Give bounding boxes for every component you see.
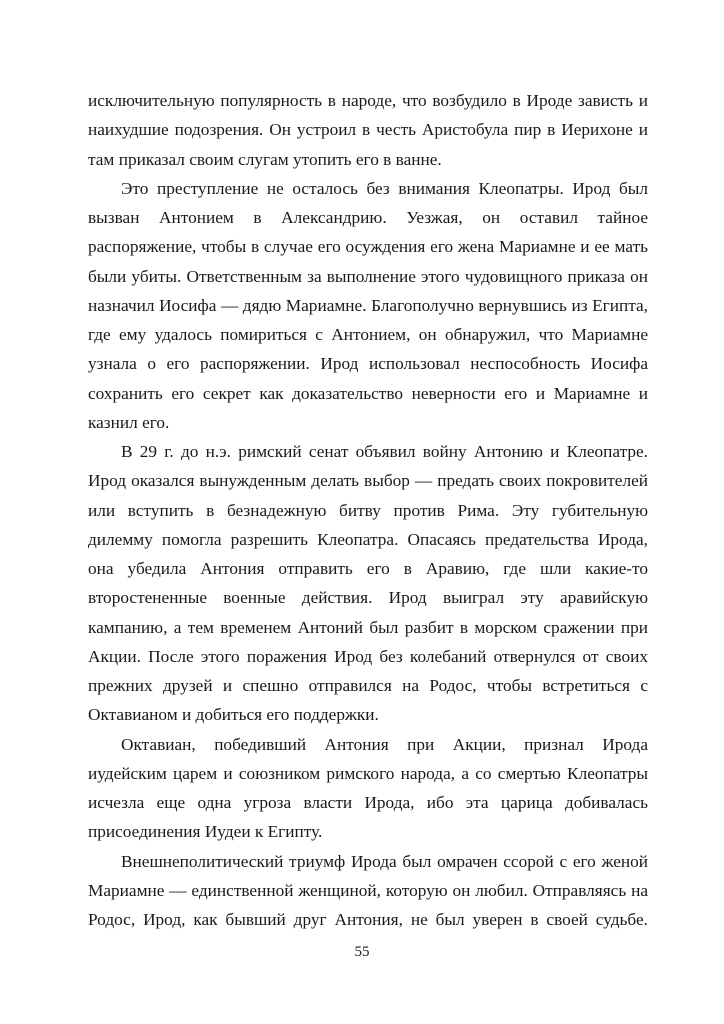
text-line: казнил его.: [88, 412, 170, 432]
text-line: кампанию, а тем временем Антоний был разбит в морском сражении при: [88, 617, 648, 637]
text-line: исключительную популярность в народе, что возбудило в Ироде зависть и: [88, 91, 648, 110]
text-line: там приказал своим слугам утопить его в ванне.: [88, 149, 442, 169]
text-line: Акции. После этого поражения Ирод без колебаний отвернулся от своих: [88, 646, 648, 666]
text-line: В 29 г. до н.э. римский сенат объявил войну Антонию и Клеопатре.: [121, 442, 648, 461]
text-line: были убиты. Ответственным за выполнение этого чудовищного приказа он: [88, 266, 648, 286]
text-line: иудейским царем и союзником римского народа, а со смертью Клеопатры: [88, 763, 648, 783]
text-line: она убедила Антония отправить его в Аравию, где шли какие-то: [88, 559, 648, 578]
text-line: Это преступление не осталось без внимания Клеопатры. Ирод был: [121, 178, 648, 198]
text-line: назначил Иосифа — дядю Мариамне. Благополучно вернувшись из Египта,: [88, 295, 648, 315]
text-line: Внешнеполитический триумф Ирода был омрачен ссорой с его женой: [121, 851, 648, 871]
text-line: где ему удалось помириться с Антонием, он обнаружил, что Мариамне: [88, 325, 648, 344]
paragraph: [88, 86, 648, 174]
page-number: 55: [354, 944, 370, 960]
text-line: Родос, Ирод, как бывший друг Антония, не был уверен в своей судьбе.: [88, 910, 648, 929]
text-line: сохранить его секрет как доказательство неверности его и Мариамне и: [88, 383, 648, 403]
paragraph: [88, 847, 648, 935]
text-line: Ирод оказался вынужденным делать выбор — предать своих покровителей: [88, 471, 648, 491]
text-line: или вступить в безнадежную битву против Рима. Эту губительную: [88, 500, 648, 520]
paragraph: [88, 437, 648, 730]
document-body: [88, 86, 648, 934]
text-line: Мариамне — единственной женщиной, которую он любил. Отправляясь на: [88, 880, 648, 900]
text-line: Октавианом и добиться его поддержки.: [88, 705, 379, 725]
text-line: исчезла еще одна угроза власти Ирода, ибо эта царица добивалась: [88, 793, 648, 812]
text-line: узнала о его распоряжении. Ирод использовал неспособность Иосифа: [88, 354, 648, 374]
paragraph: [88, 730, 648, 847]
text-line: вызван Антонием в Александрию. Уезжая, он оставил тайное: [88, 208, 648, 227]
text-line: Октавиан, победивший Антония при Акции, признал Ирода: [121, 734, 648, 754]
paragraph: [88, 174, 648, 437]
text-line: распоряжение, чтобы в случае его осуждения его жена Мариамне и ее мать: [88, 237, 648, 257]
text-line: второстененные военные действия. Ирод выиграл эту аравийскую: [88, 588, 648, 608]
text-line: присоединения Иудеи к Египту.: [88, 822, 323, 842]
text-line: наихудшие подозрения. Он устроил в честь Аристобула пир в Иерихоне и: [88, 120, 648, 140]
text-line: дилемму помогла разрешить Клеопатра. Опасаясь предательства Ирода,: [88, 529, 648, 549]
text-line: прежних друзей и спешно отправился на Родос, чтобы встретиться с: [88, 676, 648, 695]
